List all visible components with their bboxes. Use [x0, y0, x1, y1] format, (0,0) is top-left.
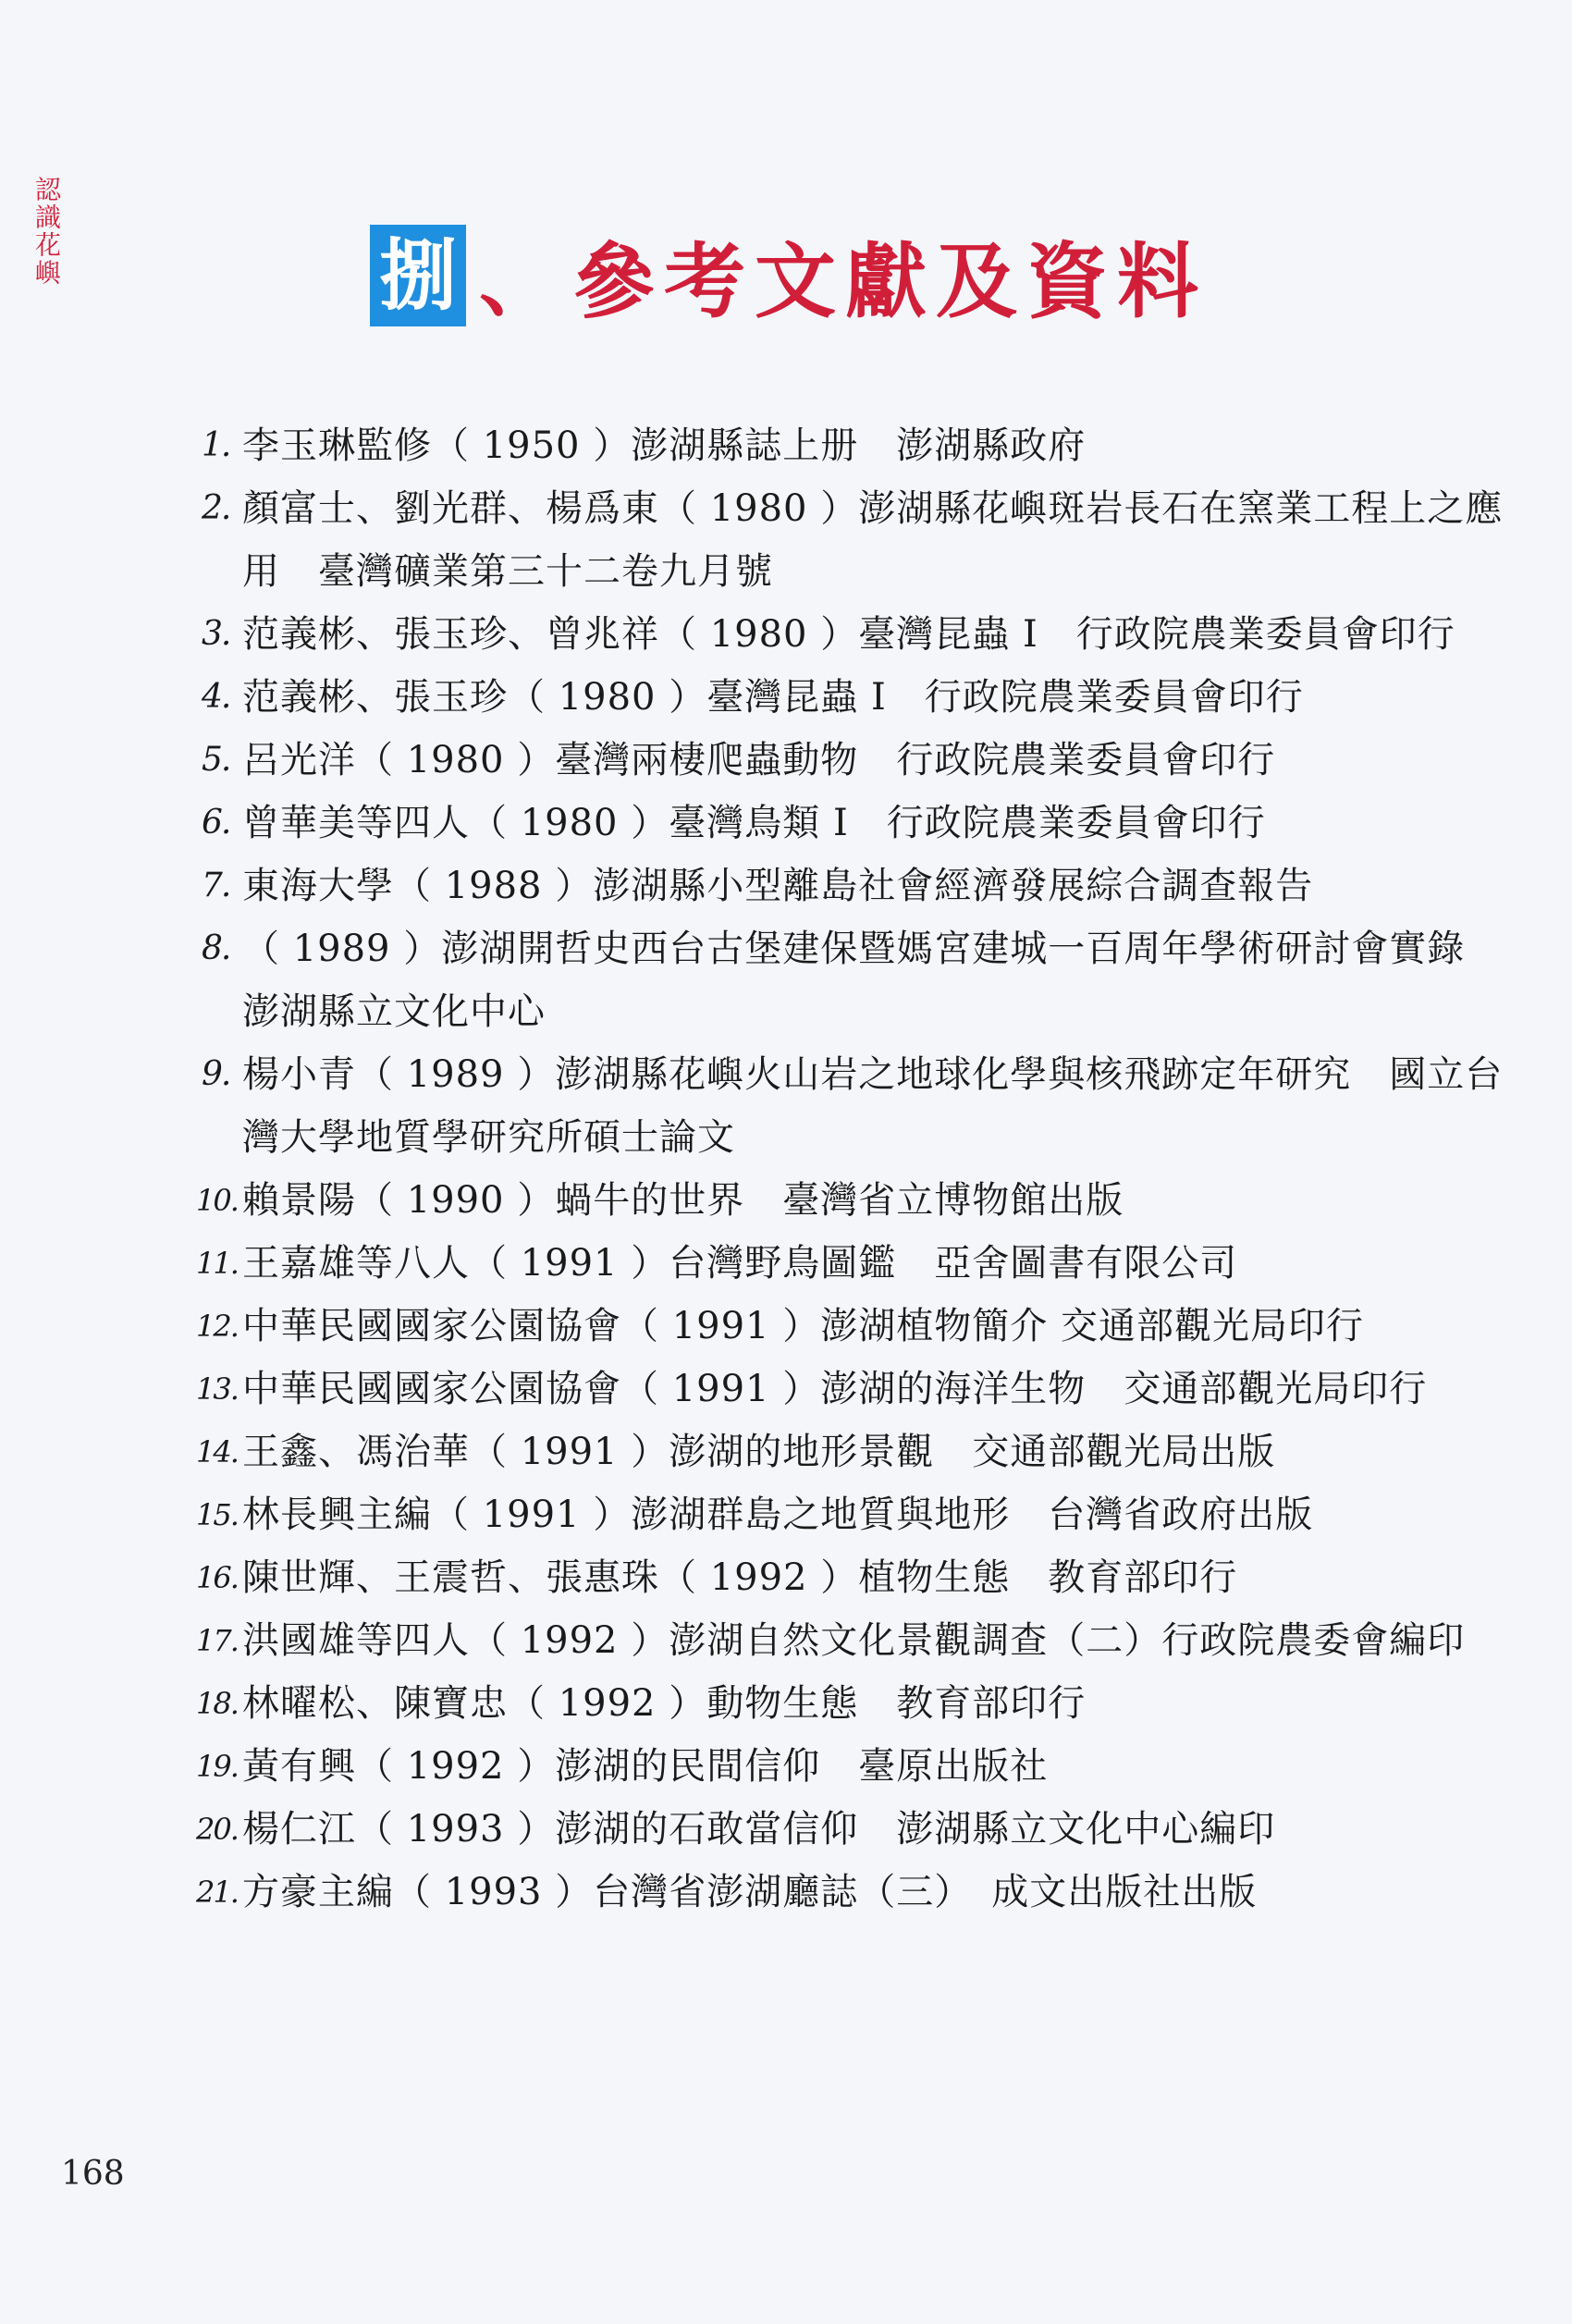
reference-item	[196, 1735, 1533, 1798]
reference-number: 15.	[196, 1497, 238, 1532]
reference-number: 5.	[202, 741, 230, 779]
reference-text: 陳世輝、王震哲、張惠珠（ 1992 ）植物生態 教育部印行	[242, 1556, 1238, 1599]
reference-text: 楊小青（ 1989 ）澎湖縣花嶼火山岩之地球化學與核飛跡定年研究 國立台灣大學地質學研究所碩士論文	[242, 1053, 1504, 1159]
reference-item	[196, 1609, 1533, 1672]
reference-number: 7.	[202, 867, 230, 904]
reference-text: 林長興主編（ 1991 ）澎湖群島之地質與地形 台灣省政府出版	[242, 1494, 1314, 1536]
reference-text: 呂光洋（ 1980 ）臺灣兩棲爬蟲動物 行政院農業委員會印行	[242, 739, 1276, 781]
reference-number: 21.	[196, 1875, 238, 1910]
reference-number: 17.	[196, 1623, 238, 1658]
reference-number: 19.	[196, 1749, 238, 1784]
reference-number: 2.	[202, 489, 230, 527]
reference-text: 李玉琳監修（ 1950 ）澎湖縣誌上册 澎湖縣政府	[242, 424, 1087, 467]
reference-text: 范義彬、張玉珍、曾兆祥（ 1980 ）臺灣昆蟲 I 行政院農業委員會印行	[242, 613, 1455, 656]
chapter-heading-separator: 、	[479, 236, 558, 327]
reference-text: 林曜松、陳寶忠（ 1992 ）動物生態 教育部印行	[242, 1682, 1087, 1725]
reference-text: 黃有興（ 1992 ）澎湖的民間信仰 臺原出版社	[242, 1745, 1049, 1788]
reference-item	[196, 1546, 1533, 1609]
reference-number: 11.	[196, 1246, 238, 1281]
reference-text: 中華民國國家公園協會（ 1991 ）澎湖植物簡介 交通部觀光局印行	[242, 1305, 1364, 1347]
reference-number: 20.	[196, 1812, 238, 1847]
reference-number: 18.	[196, 1686, 238, 1721]
section-side-tab: 認識花嶼	[31, 176, 62, 287]
reference-item	[196, 1358, 1533, 1420]
reference-number: 10.	[196, 1183, 238, 1218]
reference-number: 6.	[202, 804, 230, 842]
reference-number: 4.	[202, 678, 230, 716]
reference-item	[202, 792, 1533, 855]
reference-item	[196, 1672, 1533, 1735]
reference-item	[202, 917, 1533, 1043]
reference-text: 顏富士、劉光群、楊爲東（ 1980 ）澎湖縣花嶼斑岩長石在窯業工程上之應用 臺灣礦業第三十二卷九月號	[242, 487, 1504, 593]
reference-item	[202, 1043, 1533, 1169]
reference-item	[202, 414, 1533, 477]
reference-item	[202, 477, 1533, 603]
reference-text: 方豪主編（ 1993 ）台灣省澎湖廳誌（三） 成文出版社出版	[242, 1871, 1258, 1913]
reference-item	[196, 1295, 1533, 1358]
reference-item	[196, 1232, 1533, 1295]
reference-item	[202, 603, 1533, 666]
reference-text: 洪國雄等四人（ 1992 ）澎湖自然文化景觀調查（二）行政院農委會編印	[242, 1619, 1466, 1662]
reference-item	[202, 729, 1533, 792]
reference-item	[196, 1169, 1533, 1232]
reference-item	[196, 1861, 1533, 1924]
reference-number: 9.	[202, 1055, 230, 1093]
reference-number: 12.	[196, 1309, 238, 1344]
reference-item	[196, 1798, 1533, 1861]
reference-text: 曾華美等四人（ 1980 ）臺灣鳥類 I 行政院農業委員會印行	[242, 802, 1266, 844]
reference-text: 賴景陽（ 1990 ）蝸牛的世界 臺灣省立博物館出版	[242, 1179, 1124, 1222]
reference-item	[196, 1483, 1533, 1546]
reference-text: 范義彬、張玉珍（ 1980 ）臺灣昆蟲 I 行政院農業委員會印行	[242, 676, 1304, 719]
reference-item	[202, 666, 1533, 729]
reference-number: 13.	[196, 1371, 238, 1407]
reference-text: 楊仁江（ 1993 ）澎湖的石敢當信仰 澎湖縣立文化中心編印	[242, 1808, 1276, 1851]
reference-number: 14.	[196, 1434, 238, 1469]
chapter-title: 參考文獻及資料	[573, 234, 1209, 329]
reference-number: 1.	[202, 426, 230, 464]
reference-item	[202, 855, 1533, 917]
reference-number: 3.	[202, 615, 230, 653]
reference-text: 東海大學（ 1988 ）澎湖縣小型離島社會經濟發展綜合調查報告	[242, 865, 1314, 907]
chapter-heading	[370, 220, 1208, 331]
reference-text: 王嘉雄等八人（ 1991 ）台灣野鳥圖鑑 亞舍圖書有限公司	[242, 1242, 1238, 1285]
reference-text: （ 1989 ）澎湖開哲史西台古堡建保暨媽宮建城一百周年學術研討會實錄 澎湖縣立文化中心	[242, 928, 1504, 1033]
reference-number: 16.	[196, 1560, 238, 1595]
reference-number: 8.	[202, 929, 230, 967]
reference-item	[196, 1420, 1533, 1483]
reference-text: 王鑫、馮治華（ 1991 ）澎湖的地形景觀 交通部觀光局出版	[242, 1431, 1276, 1473]
reference-text: 中華民國國家公園協會（ 1991 ）澎湖的海洋生物 交通部觀光局印行	[242, 1368, 1428, 1410]
page-number: 168	[61, 2155, 125, 2193]
chapter-number-badge: 捌	[370, 225, 466, 326]
reference-list	[196, 414, 1533, 1924]
